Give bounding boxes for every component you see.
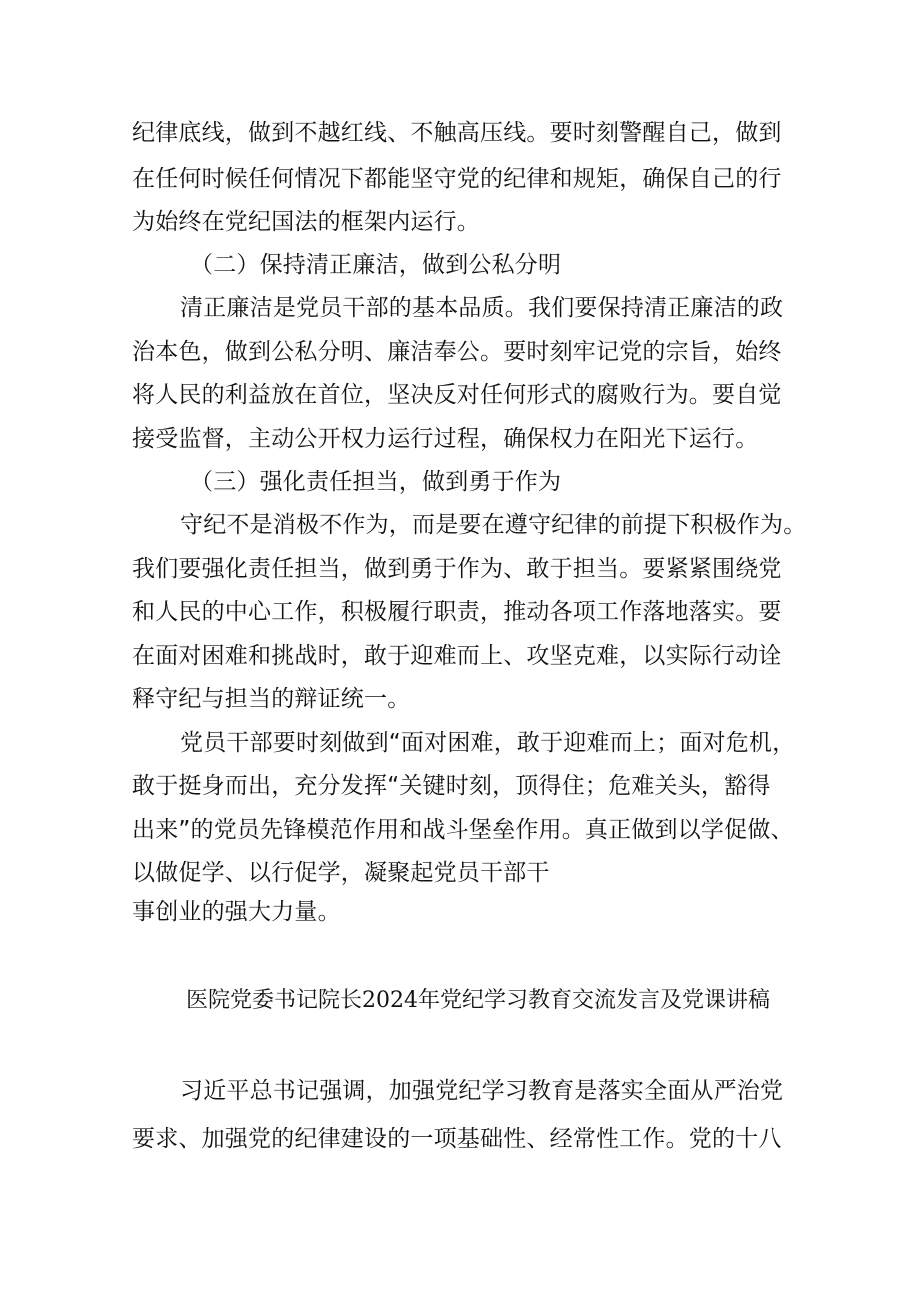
subheading-3: （三）强化责任担当，做到勇于作为 <box>190 469 562 495</box>
body-line: 我们要强化责任担当，做到勇于作为、敢于担当。要紧紧围绕党 <box>132 556 782 582</box>
body-line: 以做促学、以行促学，凝聚起党员干部干 <box>132 860 550 886</box>
body-line: 敢于挺身而出，充分发挥“关键时刻，顶得住；危难关头，豁得 <box>132 773 771 799</box>
body-line: 和人民的中心工作，积极履行职责，推动各项工作落地落实。要 <box>132 599 782 625</box>
body-line: 释守纪与担当的辩证统一。 <box>132 686 411 712</box>
intro-line: 要求、加强党的纪律建设的一项基础性、经常性工作。党的十八 <box>132 1126 782 1152</box>
body-line: 接受监督，主动公开权力运行过程，确保权力在阳光下运行。 <box>132 426 759 452</box>
body-line: 出来”的党员先锋模范作用和战斗堡垒作用。真正做到以学促做、 <box>132 817 794 843</box>
body-line: 在任何时候任何情况下都能坚守党的纪律和规矩，确保自己的行 <box>132 166 782 192</box>
body-line: 党员干部要时刻做到“面对困难，敢于迎难而上；面对危机， <box>180 730 796 756</box>
subheading-2: （二）保持清正廉洁，做到公私分明 <box>190 252 562 278</box>
intro-line: 习近平总书记强调，加强党纪学习教育是落实全面从严治党 <box>180 1078 784 1104</box>
body-line: 清正廉洁是党员干部的基本品质。我们要保持清正廉洁的政 <box>180 295 784 321</box>
body-line: 事创业的强大力量。 <box>132 899 341 925</box>
body-line: 在面对困难和挑战时，敢于迎难而上、攻坚克难，以实际行动诠 <box>132 643 782 669</box>
body-line: 守纪不是消极不作为，而是要在遵守纪律的前提下积极作为。 <box>180 512 807 538</box>
body-line: 为始终在党纪国法的框架内运行。 <box>132 209 480 235</box>
section-title: 医院党委书记院长2024年党纪学习教育交流发言及党课讲稿 <box>186 988 770 1013</box>
body-line: 将人民的利益放在首位，坚决反对任何形式的腐败行为。要自觉 <box>132 382 782 408</box>
body-line: 纪律底线，做到不越红线、不触高压线。要时刻警醒自己，做到 <box>132 120 782 146</box>
body-line: 治本色，做到公私分明、廉洁奉公。要时刻牢记党的宗旨，始终 <box>132 339 782 365</box>
